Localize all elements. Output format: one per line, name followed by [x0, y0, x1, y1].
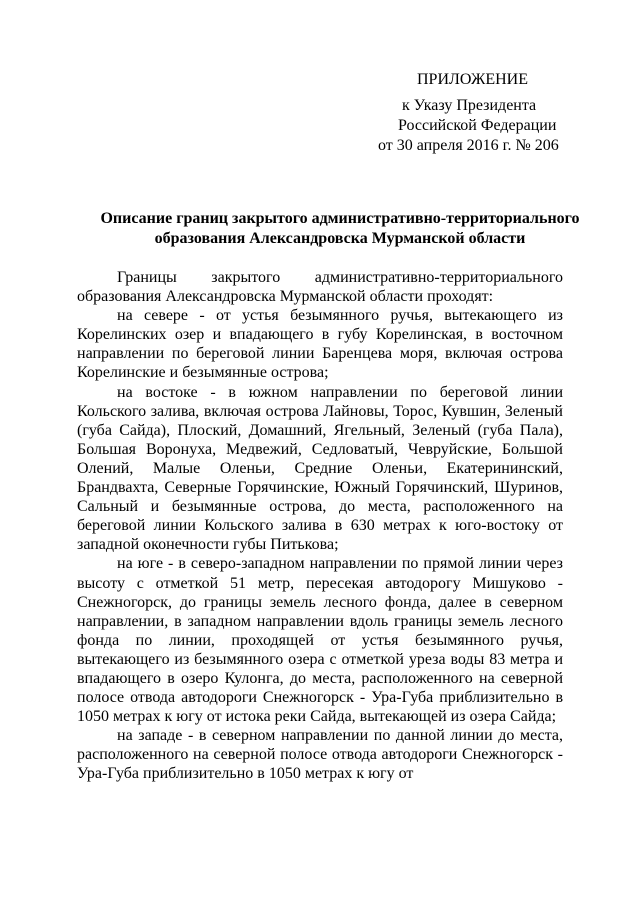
document-title-line-1: Описание границ закрытого административно-территориального [100, 210, 580, 227]
document-body [77, 268, 563, 784]
paragraph-east: на востоке - в южном направлении по береговой линии Кольского залива, включая острова Лайновы, Торос, Кувшин, Зеленый (губа Сайда), Плоский, Домашний, Ягельный, Зеленый (губа Пала), Большая Воронуха, Медвежий, Седловатый, Чевруйские, Большой Олений, Малые Оленьи, Средние Оленьи, Екатерининский, Брандвахта, Северные Горячинские, Южный Горячинский, Шуринов, Сальный и безымянные острова, до места, расположенного на береговой линии Кольского залива в 630 метрах к юго-востоку от западной оконечности губы Питькова; [77, 383, 563, 554]
annex-reference-line-1: к Указу Президента [402, 97, 537, 114]
document-title [60, 209, 620, 249]
paragraph-south: на юге - в северо-западном направлении по прямой линии через высоту с отметкой 51 метр, пересекая автодорогу Мишуково - Снежногорск, до границы земель лесного фонда, далее в северном направлении, в западном направлении вдоль границы земель лесного фонда по линии, проходящей от устья безымянного ручья, вытекающего из безымянного озера с отметкой уреза воды 83 метра и впадающего в озеро Кулонга, до места, расположенного на северной полосе отвода автодороги Снежногорск - Ура-Губа приблизительно в 1050 метрах к югу от истока реки Сайда, вытекающей из озера Сайда; [77, 555, 563, 726]
annex-reference-line-2: Российской Федерации [398, 117, 557, 134]
paragraph-north: на севере - от устья безымянного ручья, вытекающего из Корелинских озер и впадающего в губу Корелинская, в восточном направлении по береговой линии Баренцева моря, включая острова Корелинские и безымянные острова; [77, 307, 563, 382]
annex-reference-line-3: от 30 апреля 2016 г. № 206 [378, 137, 559, 154]
paragraph-west: на западе - в северном направлении по данной линии до места, расположенного на северной полосе отвода автодороги Снежногорск - Ура-Губа приблизительно в 1050 метрах к югу от [77, 727, 563, 783]
document-title-line-2: образования Александровска Мурманской области [154, 230, 526, 247]
paragraph-intro: Границы закрытого административно-территориального образования Александровска Мурманской области проходят: [77, 269, 563, 306]
annex-title: ПРИЛОЖЕНИЕ [417, 71, 529, 88]
